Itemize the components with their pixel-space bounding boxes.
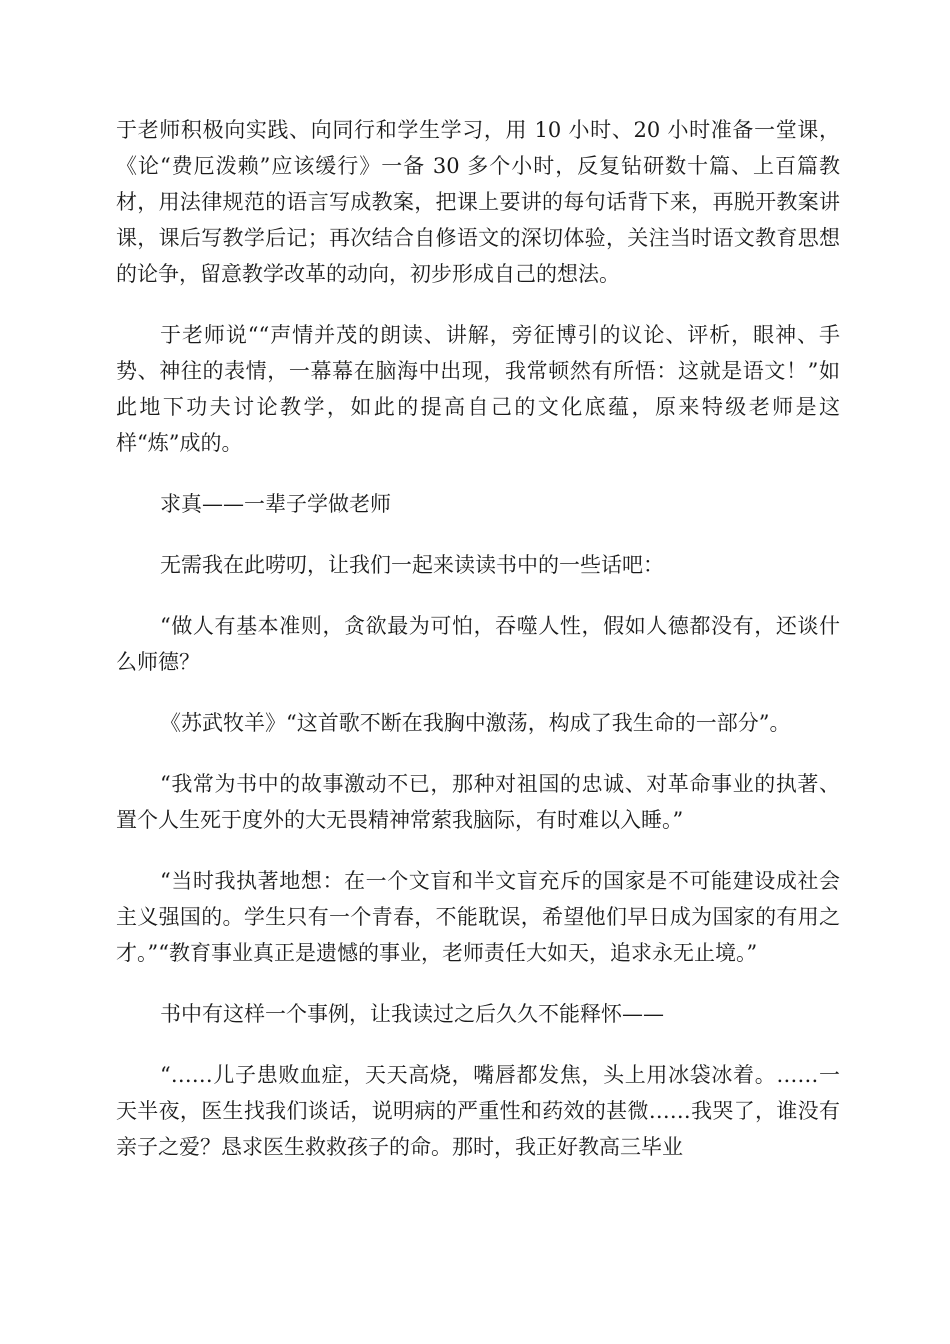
paragraph-2: 于老师说““声情并茂的朗读、讲解，旁征博引的议论、评析，眼神、手势、神往的表情，一幕幕在脑海中出现，我常顿然有所悟：这就是语文！”如此地下功夫讨论教学，如此的提高自己的文化底蕴，原来特级老师是这样“炼”成的。 bbox=[116, 323, 840, 455]
quote-1: “做人有基本准则，贪欲最为可怕，吞噬人性，假如人德都没有，还谈什么师德？ bbox=[116, 614, 840, 674]
quote-2: 《苏武牧羊》“这首歌不断在我胸中激荡，构成了我生命的一部分”。 bbox=[160, 711, 791, 735]
paragraph-4: 无需我在此唠叨，让我们一起来读读书中的一些话吧： bbox=[160, 553, 664, 577]
quote-4: “当时我执著地想：在一个文盲和半文盲充斥的国家是不可能建设成社会主义强国的。学生只有一个青春，不能耽误，希望他们早日成为国家的有用之才。”“教育事业真正是遗憾的事业，老师责任大如天，追求永无止境。” bbox=[116, 869, 840, 965]
paragraph-1: 于老师积极向实践、向同行和学生学习，用 10 小时、20 小时准备一堂课，《论“费厄泼赖”应该缓行》一备 30 多个小时，反复钻研数十篇、上百篇教材，用法律规范的语言写成教案，把课上要讲的每句话背下来，再脱开教案讲课，课后写教学后记；再次结合自修语文的深切体验，关注当时语文教育思想的论争，留意教学改革的动向，初步形成自己的想法。 bbox=[116, 118, 840, 286]
section-heading: 求真——一辈子学做老师 bbox=[160, 492, 391, 516]
paragraph-9: 书中有这样一个事例，让我读过之后久久不能释怀—— bbox=[160, 1002, 664, 1026]
quote-3: “我常为书中的故事激动不已，那种对祖国的忠诚、对革命事业的执著、置个人生死于度外的大无畏精神常萦我脑际，有时难以入睡。” bbox=[116, 772, 840, 832]
quote-5: “……儿子患败血症，天天高烧，嘴唇都发焦，头上用冰袋冰着。……一天半夜，医生找我们谈话，说明病的严重性和药效的甚微……我哭了，谁没有亲子之爱？恳求医生救救孩子的命。那时，我正好教高三毕业 bbox=[116, 1063, 840, 1159]
